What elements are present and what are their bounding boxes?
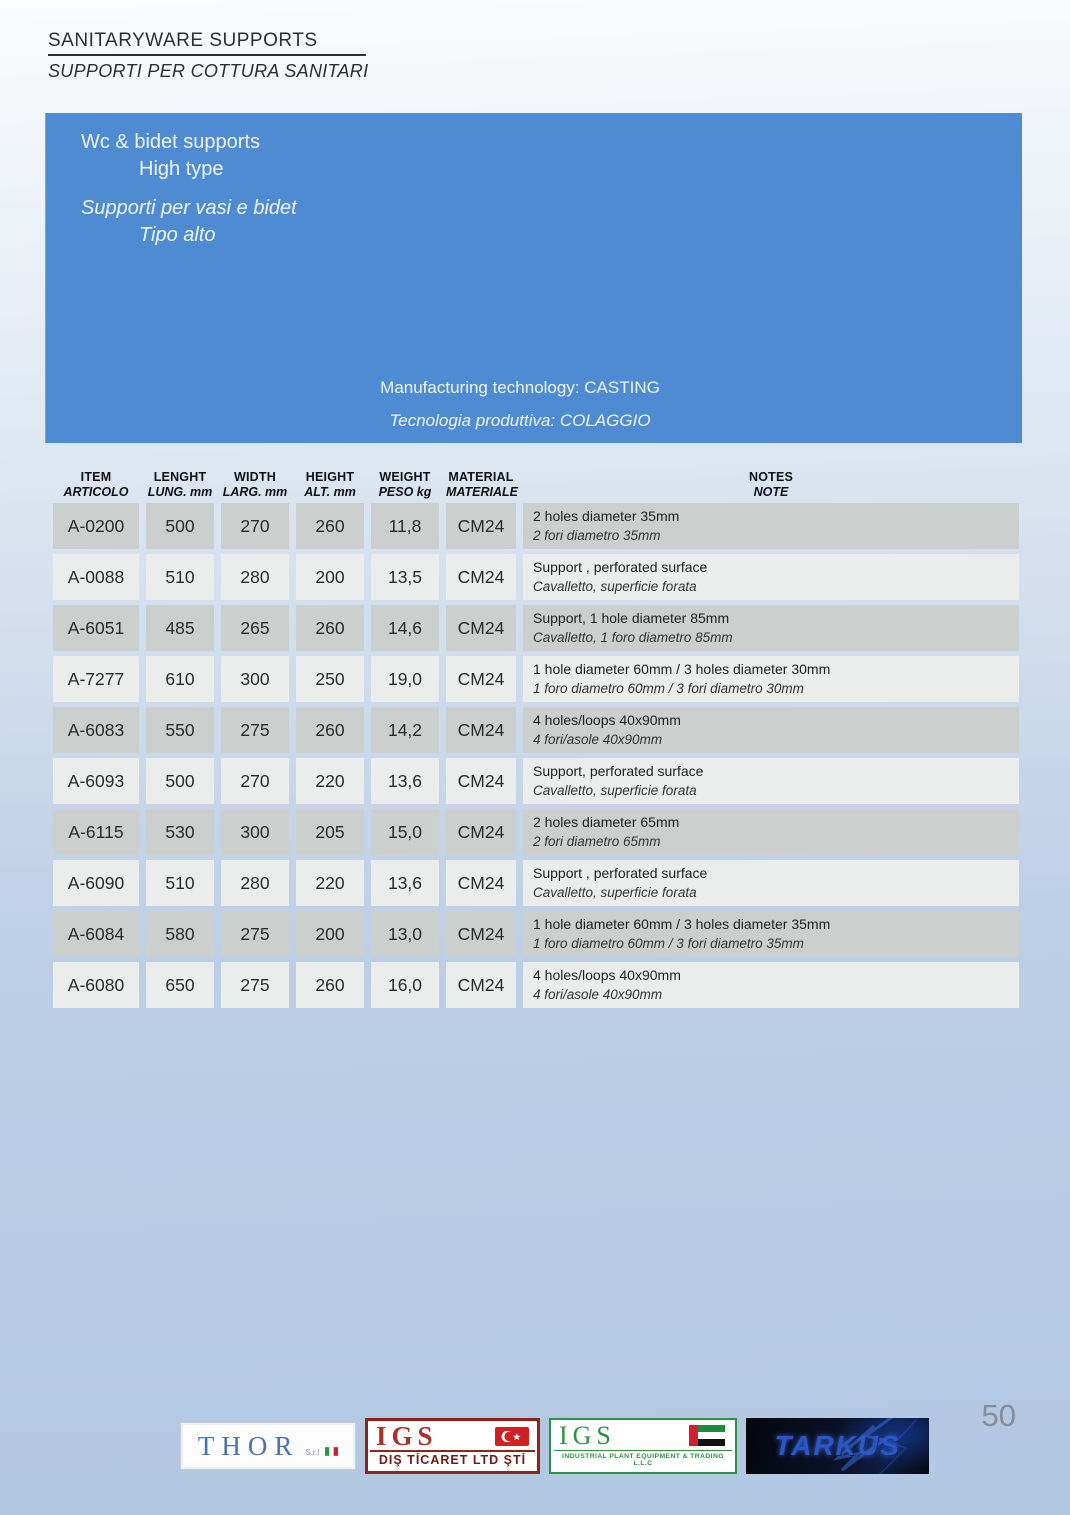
height-cell: 220 xyxy=(296,860,364,906)
page-title: SANITARYWARE SUPPORTS xyxy=(48,30,366,56)
table-row xyxy=(45,554,1019,600)
height-cell: 260 xyxy=(296,503,364,549)
manufacturing-technology-en: Manufacturing technology: CASTING xyxy=(380,378,660,397)
item-cell: A-6080 xyxy=(53,962,139,1008)
product-info-box xyxy=(45,113,1022,443)
table-body xyxy=(45,503,1019,1008)
notes-cell: 2 holes diameter 35mm 2 fori diametro 35mm xyxy=(523,503,1019,549)
width-cell: 280 xyxy=(221,554,289,600)
material-cell: CM24 xyxy=(446,962,516,1008)
material-cell: CM24 xyxy=(446,554,516,600)
material-cell: CM24 xyxy=(446,605,516,651)
height-cell: 250 xyxy=(296,656,364,702)
igs-uae-logo xyxy=(549,1418,737,1474)
igs-uae-logo-subtext: INDUSTRIAL PLANT EQUIPMENT & TRADING L.L.C xyxy=(554,1450,732,1467)
item-cell: A-0088 xyxy=(53,554,139,600)
notes-cell: Support, 1 hole diameter 85mm Cavalletto, 1 foro diametro 85mm xyxy=(523,605,1019,651)
width-cell: 265 xyxy=(221,605,289,651)
weight-cell: 13,5 xyxy=(371,554,439,600)
column-header-material: MATERIAL MATERIALE xyxy=(446,470,518,499)
item-cell: A-7277 xyxy=(53,656,139,702)
igs-uae-logo-text: IGS xyxy=(559,1421,616,1450)
notes-cell: 4 holes/loops 40x90mm 4 fori/asole 40x90mm xyxy=(523,962,1019,1008)
table-row xyxy=(45,503,1019,549)
length-cell: 610 xyxy=(146,656,214,702)
weight-cell: 14,6 xyxy=(371,605,439,651)
thor-logo xyxy=(180,1422,356,1470)
table-row xyxy=(45,911,1019,957)
height-cell: 200 xyxy=(296,911,364,957)
notes-cell: Support, perforated surface Cavalletto, superficie forata xyxy=(523,758,1019,804)
tarkus-logo xyxy=(746,1418,929,1474)
column-header-item: ITEM ARTICOLO xyxy=(63,470,129,499)
manufacturing-technology xyxy=(46,378,994,431)
item-cell: A-6051 xyxy=(53,605,139,651)
material-cell: CM24 xyxy=(446,656,516,702)
length-cell: 580 xyxy=(146,911,214,957)
weight-cell: 11,8 xyxy=(371,503,439,549)
width-cell: 270 xyxy=(221,758,289,804)
table-row xyxy=(45,758,1019,804)
column-header-height: HEIGHT ALT. mm xyxy=(304,470,356,499)
width-cell: 275 xyxy=(221,962,289,1008)
tarkus-logo-text: TARKUS xyxy=(774,1430,901,1461)
height-cell: 260 xyxy=(296,962,364,1008)
igs-turkey-logo-subtext: DIŞ TİCARET LTD ŞTİ xyxy=(370,1450,535,1467)
info-heading-it-line1: Supporti per vasi e bidet xyxy=(81,197,297,219)
height-cell: 205 xyxy=(296,809,364,855)
length-cell: 485 xyxy=(146,605,214,651)
height-cell: 200 xyxy=(296,554,364,600)
weight-cell: 13,0 xyxy=(371,911,439,957)
page-header xyxy=(48,30,368,82)
column-header-weight: WEIGHT PESO kg xyxy=(378,470,432,499)
notes-cell: 2 holes diameter 65mm 2 fori diametro 65mm xyxy=(523,809,1019,855)
turkey-flag-icon xyxy=(495,1427,529,1446)
material-cell: CM24 xyxy=(446,707,516,753)
footer-logos xyxy=(180,1416,929,1476)
material-cell: CM24 xyxy=(446,809,516,855)
length-cell: 530 xyxy=(146,809,214,855)
width-cell: 275 xyxy=(221,707,289,753)
item-cell: A-6083 xyxy=(53,707,139,753)
material-cell: CM24 xyxy=(446,860,516,906)
width-cell: 300 xyxy=(221,656,289,702)
height-cell: 220 xyxy=(296,758,364,804)
width-cell: 275 xyxy=(221,911,289,957)
info-heading-it-line2: Tipo alto xyxy=(139,224,216,246)
page-number: 50 xyxy=(981,1398,1016,1433)
product-table xyxy=(45,468,1019,1008)
width-cell: 300 xyxy=(221,809,289,855)
column-header-length: LENGHT LUNG. mm xyxy=(147,470,213,499)
weight-cell: 13,6 xyxy=(371,860,439,906)
notes-cell: 1 hole diameter 60mm / 3 holes diameter 30mm 1 foro diametro 60mm / 3 fori diametro 30mm xyxy=(523,656,1019,702)
uae-flag-icon xyxy=(689,1425,725,1446)
notes-cell: Support , perforated surface Cavalletto, superficie forata xyxy=(523,554,1019,600)
italy-flag-icon xyxy=(325,1447,338,1456)
item-cell: A-6115 xyxy=(53,809,139,855)
item-cell: A-6084 xyxy=(53,911,139,957)
length-cell: 500 xyxy=(146,758,214,804)
notes-cell: 4 holes/loops 40x90mm 4 fori/asole 40x90mm xyxy=(523,707,1019,753)
material-cell: CM24 xyxy=(446,758,516,804)
page-subtitle: SUPPORTI PER COTTURA SANITARI xyxy=(48,61,369,81)
igs-turkey-logo-text: IGS xyxy=(376,1421,438,1451)
manufacturing-technology-it: Tecnologia produttiva: COLAGGIO xyxy=(389,411,651,430)
height-cell: 260 xyxy=(296,605,364,651)
column-header-width: WIDTH LARG. mm xyxy=(222,470,288,499)
width-cell: 280 xyxy=(221,860,289,906)
height-cell: 260 xyxy=(296,707,364,753)
table-row xyxy=(45,707,1019,753)
weight-cell: 16,0 xyxy=(371,962,439,1008)
table-row xyxy=(45,860,1019,906)
item-cell: A-0200 xyxy=(53,503,139,549)
table-header xyxy=(45,468,1019,500)
table-row xyxy=(45,656,1019,702)
notes-cell: Support , perforated surface Cavalletto, superficie forata xyxy=(523,860,1019,906)
weight-cell: 19,0 xyxy=(371,656,439,702)
notes-cell: 1 hole diameter 60mm / 3 holes diameter 35mm 1 foro diametro 60mm / 3 fori diametro 35mm xyxy=(523,911,1019,957)
item-cell: A-6093 xyxy=(53,758,139,804)
material-cell: CM24 xyxy=(446,911,516,957)
info-heading-en-line1: Wc & bidet supports xyxy=(81,131,260,153)
weight-cell: 13,6 xyxy=(371,758,439,804)
length-cell: 510 xyxy=(146,860,214,906)
length-cell: 500 xyxy=(146,503,214,549)
thor-logo-text: THOR xyxy=(197,1430,300,1461)
igs-turkey-logo xyxy=(365,1418,540,1474)
weight-cell: 14,2 xyxy=(371,707,439,753)
table-row xyxy=(45,809,1019,855)
length-cell: 650 xyxy=(146,962,214,1008)
material-cell: CM24 xyxy=(446,503,516,549)
table-row xyxy=(45,605,1019,651)
thor-logo-suffix: S.r.l xyxy=(305,1447,320,1457)
length-cell: 510 xyxy=(146,554,214,600)
weight-cell: 15,0 xyxy=(371,809,439,855)
width-cell: 270 xyxy=(221,503,289,549)
table-row xyxy=(45,962,1019,1008)
info-heading-en-line2: High type xyxy=(139,158,224,180)
item-cell: A-6090 xyxy=(53,860,139,906)
length-cell: 550 xyxy=(146,707,214,753)
column-header-notes: NOTES NOTE xyxy=(748,470,794,499)
